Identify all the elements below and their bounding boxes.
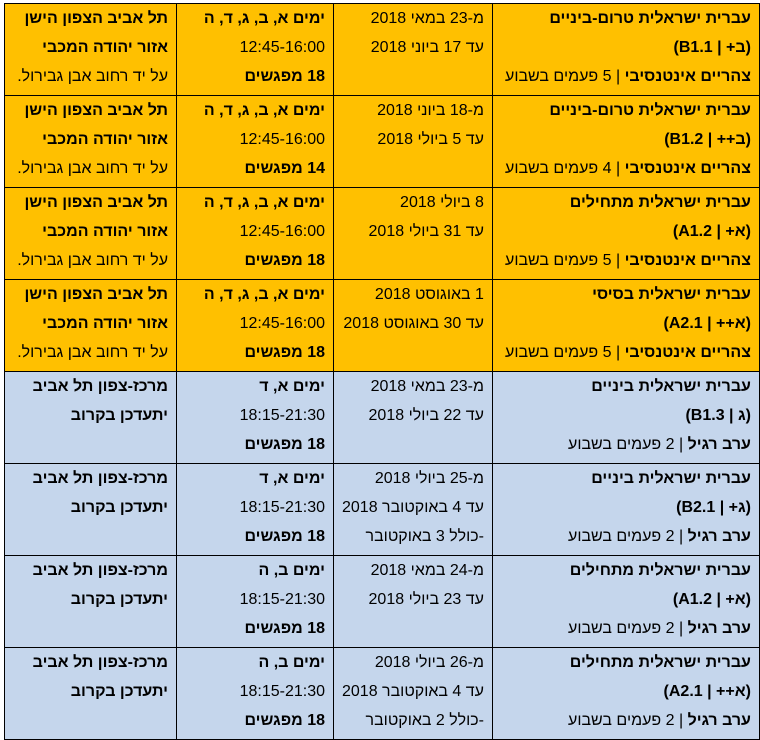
location-line-2: יתעדכן בקרוב [70, 407, 168, 424]
location-line-3 [13, 710, 168, 739]
location-line-1: תל אביב הצפון הישן [24, 102, 168, 119]
course-rows [5, 4, 760, 740]
course-cell [492, 188, 759, 280]
days: ימים א, ד [259, 378, 325, 395]
hours: 18:15-21:30 [239, 499, 325, 516]
schedule-type: ערב רגיל [687, 528, 751, 545]
frequency: | 5 פעמים בשבוע [505, 344, 625, 361]
date-start: מ-23 במאי 2018 [370, 378, 484, 395]
date-end: עד 30 באוגוסט 2018 [343, 315, 484, 332]
days-cell [177, 464, 334, 556]
course-row [5, 96, 760, 188]
location-cell [5, 4, 177, 96]
course-level: (א+ | A1.2) [672, 223, 751, 240]
location-cell [5, 648, 177, 740]
location-cell [5, 280, 177, 372]
hours: 12:45-16:00 [239, 223, 325, 240]
sessions: 18 מפגשים [244, 68, 325, 85]
sessions: 18 מפגשים [244, 528, 325, 545]
course-frequency-line [501, 66, 751, 95]
days-cell [177, 372, 334, 464]
location-cell [5, 556, 177, 648]
location-line-3: על יד רחוב אבן גבירול. [17, 160, 168, 177]
location-line-2: אזור יהודה המכבי [42, 223, 168, 240]
course-row [5, 372, 760, 464]
course-cell [492, 96, 759, 188]
days-cell [177, 556, 334, 648]
course-name: עברית ישראלית טרום-ביניים [549, 10, 751, 27]
schedule-type: צהריים אינטנסיבי [624, 344, 751, 361]
frequency: | 2 פעמים בשבוע [568, 712, 688, 729]
course-row [5, 648, 760, 740]
location-line-1: מרכז-צפון תל אביב [32, 654, 168, 671]
course-row [5, 4, 760, 96]
course-cell [492, 556, 759, 648]
schedule-type: ערב רגיל [687, 712, 751, 729]
frequency: | 2 פעמים בשבוע [568, 528, 688, 545]
hours: 18:15-21:30 [239, 407, 325, 424]
course-row [5, 556, 760, 648]
days: ימים ב, ה [258, 654, 325, 671]
hours: 12:45-16:00 [239, 315, 325, 332]
frequency: | 2 פעמים בשבוע [568, 620, 688, 637]
date-note [342, 158, 484, 187]
location-line-1: תל אביב הצפון הישן [24, 194, 168, 211]
date-note [342, 618, 484, 647]
location-line-2: יתעדכן בקרוב [70, 591, 168, 608]
course-level: (ג+ | B2.1) [676, 499, 751, 516]
course-name: עברית ישראלית בסיסי [592, 286, 751, 303]
date-end: עד 23 ביולי 2018 [368, 591, 484, 608]
dates-cell [334, 372, 493, 464]
course-row [5, 464, 760, 556]
days: ימים א, ב, ג, ד, ה [203, 10, 325, 27]
course-level: (ג | B1.3) [685, 407, 751, 424]
location-cell [5, 372, 177, 464]
schedule-type: ערב רגיל [687, 436, 751, 453]
course-cell [492, 648, 759, 740]
date-start: מ-24 במאי 2018 [370, 562, 484, 579]
schedule-type: צהריים אינטנסיבי [624, 252, 751, 269]
dates-cell [334, 464, 493, 556]
course-frequency-line [501, 710, 751, 739]
course-cell [492, 4, 759, 96]
course-cell [492, 464, 759, 556]
location-line-1: תל אביב הצפון הישן [24, 286, 168, 303]
date-note [342, 434, 484, 463]
course-level: (ב+ | B1.1) [673, 39, 751, 56]
dates-cell [334, 188, 493, 280]
location-line-3: על יד רחוב אבן גבירול. [17, 68, 168, 85]
date-note: -כולל 3 באוקטובר [365, 528, 484, 545]
course-name: עברית ישראלית ביניים [591, 470, 751, 487]
location-cell [5, 464, 177, 556]
sessions: 18 מפגשים [244, 344, 325, 361]
days: ימים א, ב, ג, ד, ה [203, 194, 325, 211]
date-start: 1 באוגוסט 2018 [374, 286, 484, 303]
date-start: מ-26 ביולי 2018 [374, 654, 484, 671]
course-level: (א++ | A2.1) [663, 315, 751, 332]
course-level: (ב++ | B1.2) [664, 131, 751, 148]
location-line-2: אזור יהודה המכבי [42, 315, 168, 332]
dates-cell [334, 4, 493, 96]
dates-cell [334, 96, 493, 188]
date-end: עד 17 ביוני 2018 [370, 39, 484, 56]
course-frequency-line [501, 250, 751, 279]
hours: 12:45-16:00 [239, 131, 325, 148]
date-end: עד 4 באוקטובר 2018 [342, 683, 484, 700]
course-frequency-line [501, 434, 751, 463]
date-end: עד 22 ביולי 2018 [368, 407, 484, 424]
days-cell [177, 280, 334, 372]
course-cell [492, 372, 759, 464]
days-cell [177, 648, 334, 740]
date-note [342, 342, 484, 371]
days: ימים א, ב, ג, ד, ה [203, 102, 325, 119]
course-name: עברית ישראלית מתחילים [569, 562, 751, 579]
course-name: עברית ישראלית טרום-ביניים [549, 102, 751, 119]
location-line-2: אזור יהודה המכבי [42, 131, 168, 148]
date-start: 8 ביולי 2018 [400, 194, 484, 211]
frequency: | 4 פעמים בשבוע [505, 160, 625, 177]
sessions: 18 מפגשים [244, 620, 325, 637]
date-start: מ-23 במאי 2018 [370, 10, 484, 27]
location-line-2: אזור יהודה המכבי [42, 39, 168, 56]
date-start: מ-25 ביולי 2018 [374, 470, 484, 487]
date-end: עד 4 באוקטובר 2018 [342, 499, 484, 516]
sessions: 14 מפגשים [244, 160, 325, 177]
schedule-type: צהריים אינטנסיבי [624, 160, 751, 177]
date-start: מ-18 ביוני 2018 [377, 102, 484, 119]
course-frequency-line [501, 526, 751, 555]
location-line-3: על יד רחוב אבן גבירול. [17, 252, 168, 269]
location-cell [5, 96, 177, 188]
location-line-2: יתעדכן בקרוב [70, 683, 168, 700]
hours: 18:15-21:30 [239, 591, 325, 608]
date-note [342, 66, 484, 95]
date-note [342, 250, 484, 279]
days-cell [177, 188, 334, 280]
days: ימים א, ב, ג, ד, ה [203, 286, 325, 303]
course-name: עברית ישראלית ביניים [591, 378, 751, 395]
days: ימים ב, ה [258, 562, 325, 579]
course-row [5, 280, 760, 372]
course-name: עברית ישראלית מתחילים [569, 194, 751, 211]
date-end: עד 31 ביולי 2018 [368, 223, 484, 240]
date-end: עד 5 ביולי 2018 [377, 131, 484, 148]
date-note: -כולל 2 באוקטובר [365, 712, 484, 729]
location-line-1: מרכז-צפון תל אביב [32, 562, 168, 579]
course-name: עברית ישראלית מתחילים [569, 654, 751, 671]
course-level: (א+ | A1.2) [672, 591, 751, 608]
location-cell [5, 188, 177, 280]
location-line-3: על יד רחוב אבן גבירול. [17, 344, 168, 361]
course-level: (א++ | A2.1) [663, 683, 751, 700]
course-frequency-line [501, 618, 751, 647]
location-line-3 [13, 526, 168, 555]
sessions: 18 מפגשים [244, 436, 325, 453]
hours: 18:15-21:30 [239, 683, 325, 700]
frequency: | 5 פעמים בשבוע [505, 68, 625, 85]
frequency: | 2 פעמים בשבוע [568, 436, 688, 453]
sessions: 18 מפגשים [244, 252, 325, 269]
location-line-1: תל אביב הצפון הישן [24, 10, 168, 27]
schedule-type: ערב רגיל [687, 620, 751, 637]
location-line-1: מרכז-צפון תל אביב [32, 470, 168, 487]
location-line-3 [13, 618, 168, 647]
dates-cell [334, 556, 493, 648]
days-cell [177, 4, 334, 96]
dates-cell [334, 648, 493, 740]
location-line-3 [13, 434, 168, 463]
location-line-2: יתעדכן בקרוב [70, 499, 168, 516]
sessions: 18 מפגשים [244, 712, 325, 729]
location-line-1: מרכז-צפון תל אביב [32, 378, 168, 395]
dates-cell [334, 280, 493, 372]
days: ימים א, ד [259, 470, 325, 487]
course-cell [492, 280, 759, 372]
course-schedule-table [4, 3, 760, 740]
schedule-type: צהריים אינטנסיבי [624, 68, 751, 85]
days-cell [177, 96, 334, 188]
course-frequency-line [501, 158, 751, 187]
hours: 12:45-16:00 [239, 39, 325, 56]
course-frequency-line [501, 342, 751, 371]
frequency: | 5 פעמים בשבוע [505, 252, 625, 269]
course-row [5, 188, 760, 280]
